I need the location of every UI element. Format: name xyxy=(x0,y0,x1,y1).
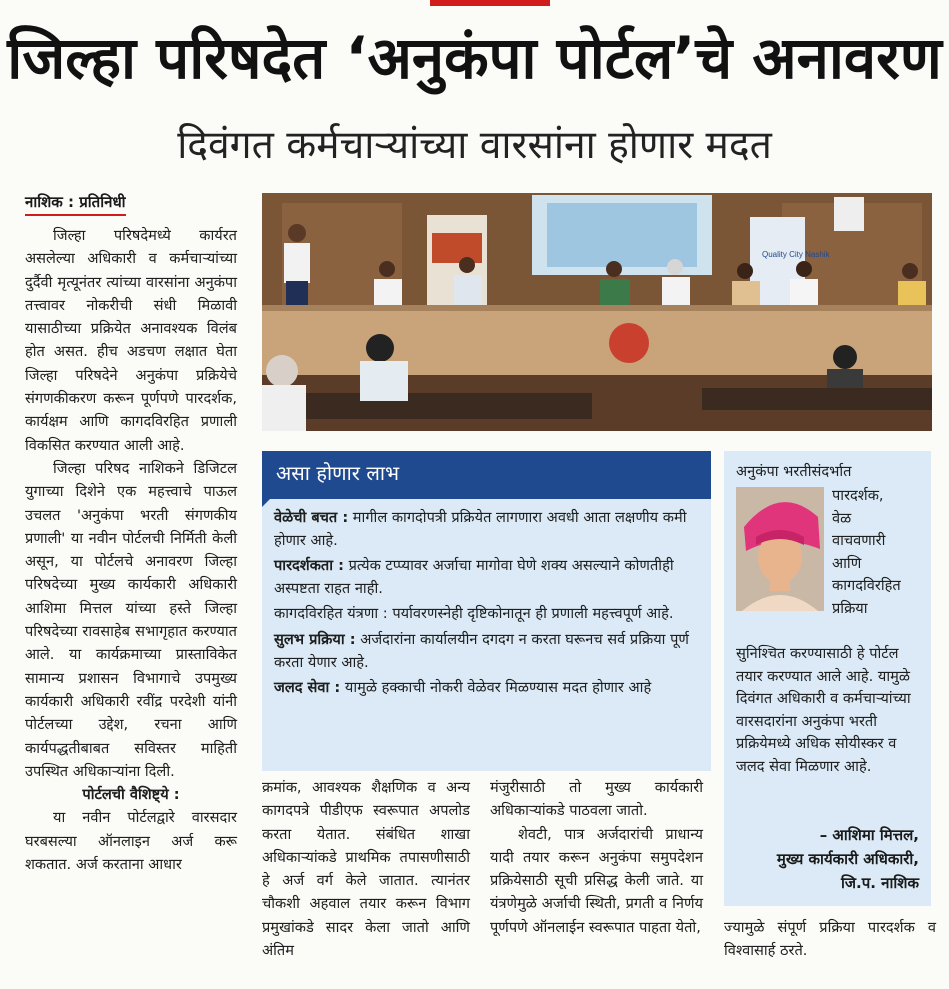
portrait-illustration xyxy=(736,487,824,611)
benefit-text: मागील कागदोपत्री प्रक्रियेत लागणारा अवधी आता लक्षणीय कमी होणार आहे. xyxy=(274,509,687,549)
event-photo-illustration xyxy=(262,193,932,431)
portrait-photo xyxy=(736,487,824,611)
benefit-text: यामुळे हक्काची नोकरी वेळेवर मिळण्यास मदत होणार आहे xyxy=(340,679,652,697)
article-column-1 xyxy=(25,224,237,876)
article-column-3 xyxy=(490,776,703,939)
paragraph: या नवीन पोर्टलद्वारे वारसदार घरबसल्या ऑनलाइन अर्ज करू शकतात. अर्ज करताना आधार xyxy=(25,809,237,874)
quote-signature xyxy=(777,823,919,895)
benefit-text: प्रत्येक टप्प्यावर अर्जाचा मागोवा घेणे शक्य असल्याने कोणतीही अस्पष्टता राहत नाही. xyxy=(274,557,674,597)
benefit-text: अर्जदारांना कार्यालयीन दगदग न करता घरूनच सर्व प्रक्रिया पूर्ण करता येणार आहे. xyxy=(274,630,689,671)
benefit-item xyxy=(274,507,699,552)
paragraph: क्रमांक, आवश्यक शैक्षणिक व अन्य कागदपत्रे पीडीएफ स्वरूपात अपलोड करता येतात. संबंधित शाखा अधिकाऱ्यांकडे प्राथमिक तपासणीसाठी हे अर्ज वर्ग केले जातात. त्यानंतर चौकशी अहवाल तयार करून विभाग प्रमुखांकडे सादर केला जातो आणि अंतिम xyxy=(262,779,470,960)
benefit-item xyxy=(274,555,699,600)
quote-box xyxy=(724,451,931,906)
quote-side-line: वेळ xyxy=(832,509,852,527)
quote-side-lines xyxy=(832,485,927,621)
paragraph: शेवटी, पात्र अर्जदारांची प्राधान्य यादी तयार करून अनुकंपा समुपदेशन प्रक्रियेसाठी सूची प्रसिद्ध केली जाते. या यंत्रणेमुळे अर्जाची स्थिती, प्रगती व निर्णय पूर्णपणे ऑनलाईन स्वरूपात पाहता येतो, xyxy=(490,825,703,936)
benefits-box xyxy=(262,451,711,771)
paragraph: जिल्हा परिषद नाशिकने डिजिटल युगाच्या दिशेने एक महत्त्वाचे पाऊल उचलत 'अनुकंपा भरती संगणकीय प्रणाली' या नवीन पोर्टलची निर्मिती केली असून, या पोर्टलचे अनावरण जिल्हा परिषदेच्या मुख्य कार्यकारी अधिकारी आशिमा मित्तल यांच्या हस्ते जिल्हा परिषदेच्या रावसाहेब सभागृहात करण्यात आले. या कार्यक्रमाच्या प्रास्ताविकेत सामान्य प्रशासन विभागाचे उपमुख्य कार्यकारी अधिकारी रवींद्र परदेशी यांनी पोर्टलच्या उद्देश, रचना आणि कार्यपद्धतीबाबत सविस्तर माहिती उपस्थित अधिकाऱ्यांना दिली. xyxy=(25,459,237,780)
section-subheading: पोर्टलची वैशिष्ट्ये : xyxy=(82,786,180,804)
paragraph: जिल्हा परिषदेमध्ये कार्यरत असलेल्या अधिकारी व कर्मचाऱ्यांच्या दुर्दैवी मृत्यूनंतर त्यांच्या वारसांना अनुकंपा तत्त्वावर नोकरीची संधी मिळावी यासाठीच्या प्रक्रियेत अनावश्यक विलंब होत असत. हीच अडचण लक्षात घेता जिल्हा परिषदेने अनुकंपा प्रक्रियेचे संगणकीकरण करून पूर्णपणे पारदर्शक, कार्यक्षम आणि कागदविरहित प्रणाली विकसित करण्यात आली आहे. xyxy=(25,227,237,454)
benefits-title: असा होणार लाभ xyxy=(262,451,711,499)
headline: जिल्हा परिषदेत ‘अनुकंपा पोर्टल’चे अनावरण xyxy=(7,24,942,92)
paragraph: मंजुरीसाठी तो मुख्य कार्यकारी अधिकाऱ्यांकडे पाठवला जातो. xyxy=(490,779,703,820)
paragraph: ज्यामुळे संपूर्ण प्रक्रिया पारदर्शक व विश्वासार्ह ठरते. xyxy=(724,919,936,960)
article-column-2 xyxy=(262,776,470,962)
benefit-item xyxy=(274,677,699,700)
benefits-list xyxy=(274,507,699,703)
benefit-label: जलद सेवा : xyxy=(274,679,341,697)
benefit-label: सुलभ प्रक्रिया : xyxy=(274,630,356,648)
top-color-strip xyxy=(430,0,550,6)
article-column-4 xyxy=(724,916,936,963)
quote-intro: अनुकंपा भरतीसंदर्भात xyxy=(736,463,852,480)
quote-side-line: वाचवणारी xyxy=(832,532,886,550)
benefit-text: कागदविरहित यंत्रणा : पर्यावरणस्नेही दृष्टिकोनातून ही प्रणाली महत्त्वपूर्ण आहे. xyxy=(274,605,674,623)
quote-side-line: कागदविरहित xyxy=(832,577,901,595)
benefit-label: पारदर्शकता : xyxy=(274,557,344,575)
quote-body: सुनिश्चित करण्यासाठी हे पोर्टल तयार करण्यात आले आहे. यामुळे दिवंगत अधिकारी व कर्मचाऱ्यांच्या वारसदारांना अनुकंपा भरती प्रक्रियेमध्ये अधिक सोयीस्कर व जलद सेवा मिळणार आहे. xyxy=(736,645,911,775)
subheadline: दिवंगत कर्मचाऱ्यांच्या वारसांना होणार मदत xyxy=(177,123,772,168)
event-photo xyxy=(262,193,932,431)
benefit-item xyxy=(274,629,699,674)
benefit-item xyxy=(274,603,699,626)
quote-side-line: आणि xyxy=(832,554,862,572)
signature-name: – आशिमा मित्तल, xyxy=(819,826,919,844)
benefits-title-tail xyxy=(262,495,274,507)
byline: नाशिक : प्रतिनिधी xyxy=(25,192,126,216)
signature-title: मुख्य कार्यकारी अधिकारी, xyxy=(776,850,919,868)
quote-side-line: पारदर्शक, xyxy=(832,487,884,504)
signature-org: जि.प. नाशिक xyxy=(841,874,919,892)
benefit-label: वेळेची बचत : xyxy=(274,509,349,526)
quote-side-line: प्रक्रिया xyxy=(832,599,868,617)
screen-caption: Quality City Nashik xyxy=(762,250,830,259)
